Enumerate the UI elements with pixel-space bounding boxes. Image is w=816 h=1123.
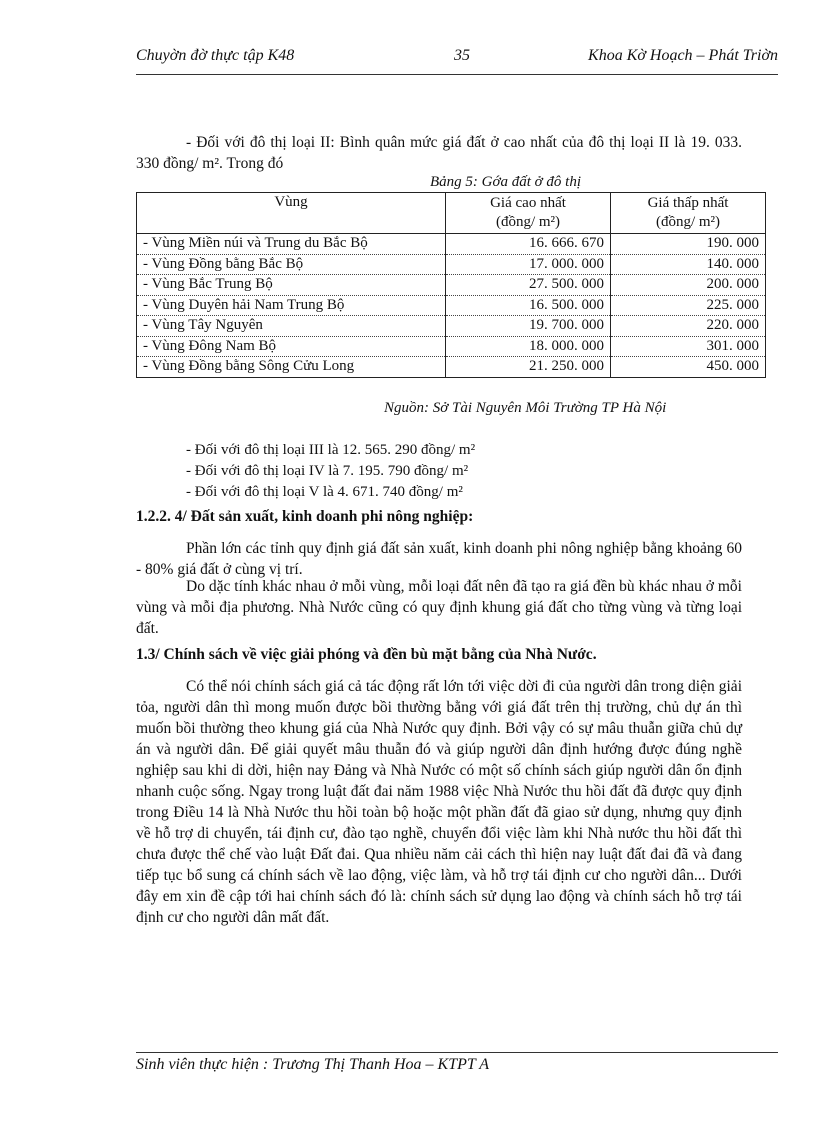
table-row	[137, 254, 766, 275]
table-row	[137, 357, 766, 378]
header-rule	[136, 74, 778, 75]
intro-paragraph: - Đối với đô thị loại II: Bình quân mức giá đất ở cao nhất của đô thị loại II là 19. 033. 330 đồng/ m². Trong đó	[136, 134, 742, 172]
col-header-min-line2: (đồng/ m²)	[655, 214, 721, 230]
cell-region: - Vùng Duyên hải Nam Trung Bộ	[137, 295, 446, 316]
cell-max: 19. 700. 000	[446, 316, 611, 337]
table-row	[137, 316, 766, 337]
cell-max: 27. 500. 000	[446, 275, 611, 296]
cell-max: 18. 000. 000	[446, 336, 611, 357]
table-row	[137, 336, 766, 357]
section-heading-1-2-2-4: 1.2.2. 4/ Đất sản xuất, kinh doanh phi nông nghiệp:	[136, 508, 474, 525]
footer-rule	[136, 1052, 778, 1053]
cell-region: - Vùng Tây Nguyên	[137, 316, 446, 337]
page-footer: Sinh viên thực hiện : Trương Thị Thanh Hoa – KTPT A	[136, 1056, 489, 1073]
paragraph-nonagri-2: Do dặc tính khác nhau ở mỗi vùng, mỗi loại đất nên đã tạo ra giá đền bù khác nhau ở mỗi vùng và mỗi địa phương. Nhà Nước cũng có quy định khung giá đất cho từng vùng và từng loại đất.	[136, 578, 742, 637]
paragraph-policy: Có thể nói chính sách giá cả tác động rất lớn tới việc dời đi của người dân trong diện giải tỏa, người dân thì mong muốn được bồi thường bằng với giá đất trên thị trường, chủ dự án thì muốn bồi thường theo khung giá của Nhà Nước quy định. Bởi vậy có sự mâu thuẫn giữa chủ dự án và người dân. Để giải quyết mâu thuẫn đó và giúp người dân định hướng được đúng nghề nghiệp sau khi di dời, hiện nay Đảng và Nhà Nước có một số chính sách giúp người dân ổn định nhanh cuộc sống. Ngay trong luật đất đai năm 1988 việc Nhà Nước thu hồi đất đã được quy định trong Điều 14 là Nhà Nước thu hồi toàn bộ hoặc một phần đất đã giao sử dụng, nhưng quy định về hỗ trợ di chuyển, tái định cư, đào tạo nghề, chuyển đổi việc làm khi Nhà nước thu hồi đất thì chưa được thể chế vào luật Đất đai. Qua nhiều năm cải cách thì hiện nay luật đất đai đã và đang tiếp tục bổ sung cá chính sách về lao động, việc làm, và hỗ trợ tái định cư cho người dân... Dưới đây em xin đề cập tới hai chính sách đó là: chính sách sử dụng lao động và chính sách hỗ trợ tái định cư cho người dân mất đất.	[136, 678, 742, 926]
header-left-title: Chuyờn đờ thực tập K48	[136, 47, 295, 64]
list-item: - Đối với đô thị loại V là 4. 671. 740 đồng/ m²	[186, 484, 463, 500]
cell-region: - Vùng Đồng bằng Bắc Bộ	[137, 254, 446, 275]
cell-max: 16. 666. 670	[446, 234, 611, 255]
table-header-row	[137, 193, 766, 234]
cell-min: 200. 000	[611, 275, 766, 296]
cell-max: 16. 500. 000	[446, 295, 611, 316]
table-row	[137, 295, 766, 316]
table-row	[137, 234, 766, 255]
col-header-max-line1: Giá cao nhất	[490, 195, 566, 211]
section-heading-1-3: 1.3/ Chính sách về việc giải phóng và đền bù mặt bằng của Nhà Nước.	[136, 646, 597, 663]
col-header-region: Vùng	[137, 193, 446, 234]
cell-max: 21. 250. 000	[446, 357, 611, 378]
cell-region: - Vùng Đông Nam Bộ	[137, 336, 446, 357]
paragraph-nonagri-1: Phần lớn các tỉnh quy định giá đất sản xuất, kinh doanh phi nông nghiệp bằng khoảng 60 - 80% giá đất ở cùng vị trí.	[136, 540, 742, 578]
page-number: 35	[454, 47, 470, 64]
cell-min: 190. 000	[611, 234, 766, 255]
cell-region: - Vùng Bắc Trung Bộ	[137, 275, 446, 296]
page-header	[136, 47, 778, 71]
col-header-min-line1: Giá thấp nhất	[647, 195, 729, 211]
list-item: - Đối với đô thị loại IV là 7. 195. 790 đồng/ m²	[186, 463, 469, 479]
land-price-table	[136, 192, 766, 378]
urban-class-list	[186, 440, 475, 503]
cell-min: 450. 000	[611, 357, 766, 378]
cell-min: 301. 000	[611, 336, 766, 357]
col-header-max-line2: (đồng/ m²)	[495, 214, 561, 230]
table-caption: Bảng 5: Gớa đất ở đô thị	[430, 174, 582, 190]
list-item: - Đối với đô thị loại III là 12. 565. 290 đồng/ m²	[186, 442, 476, 458]
header-right-title: Khoa Kờ Hoạch – Phát Triờn	[588, 47, 778, 64]
cell-min: 140. 000	[611, 254, 766, 275]
cell-min: 220. 000	[611, 316, 766, 337]
cell-region: - Vùng Miền núi và Trung du Bắc Bộ	[137, 234, 446, 255]
col-header-max	[446, 193, 611, 234]
table-row	[137, 275, 766, 296]
cell-region: - Vùng Đồng bằng Sông Cửu Long	[137, 357, 446, 378]
cell-min: 225. 000	[611, 295, 766, 316]
cell-max: 17. 000. 000	[446, 254, 611, 275]
col-header-min	[611, 193, 766, 234]
table-source: Nguồn: Sở Tài Nguyên Môi Trường TP Hà Nội	[384, 400, 667, 416]
